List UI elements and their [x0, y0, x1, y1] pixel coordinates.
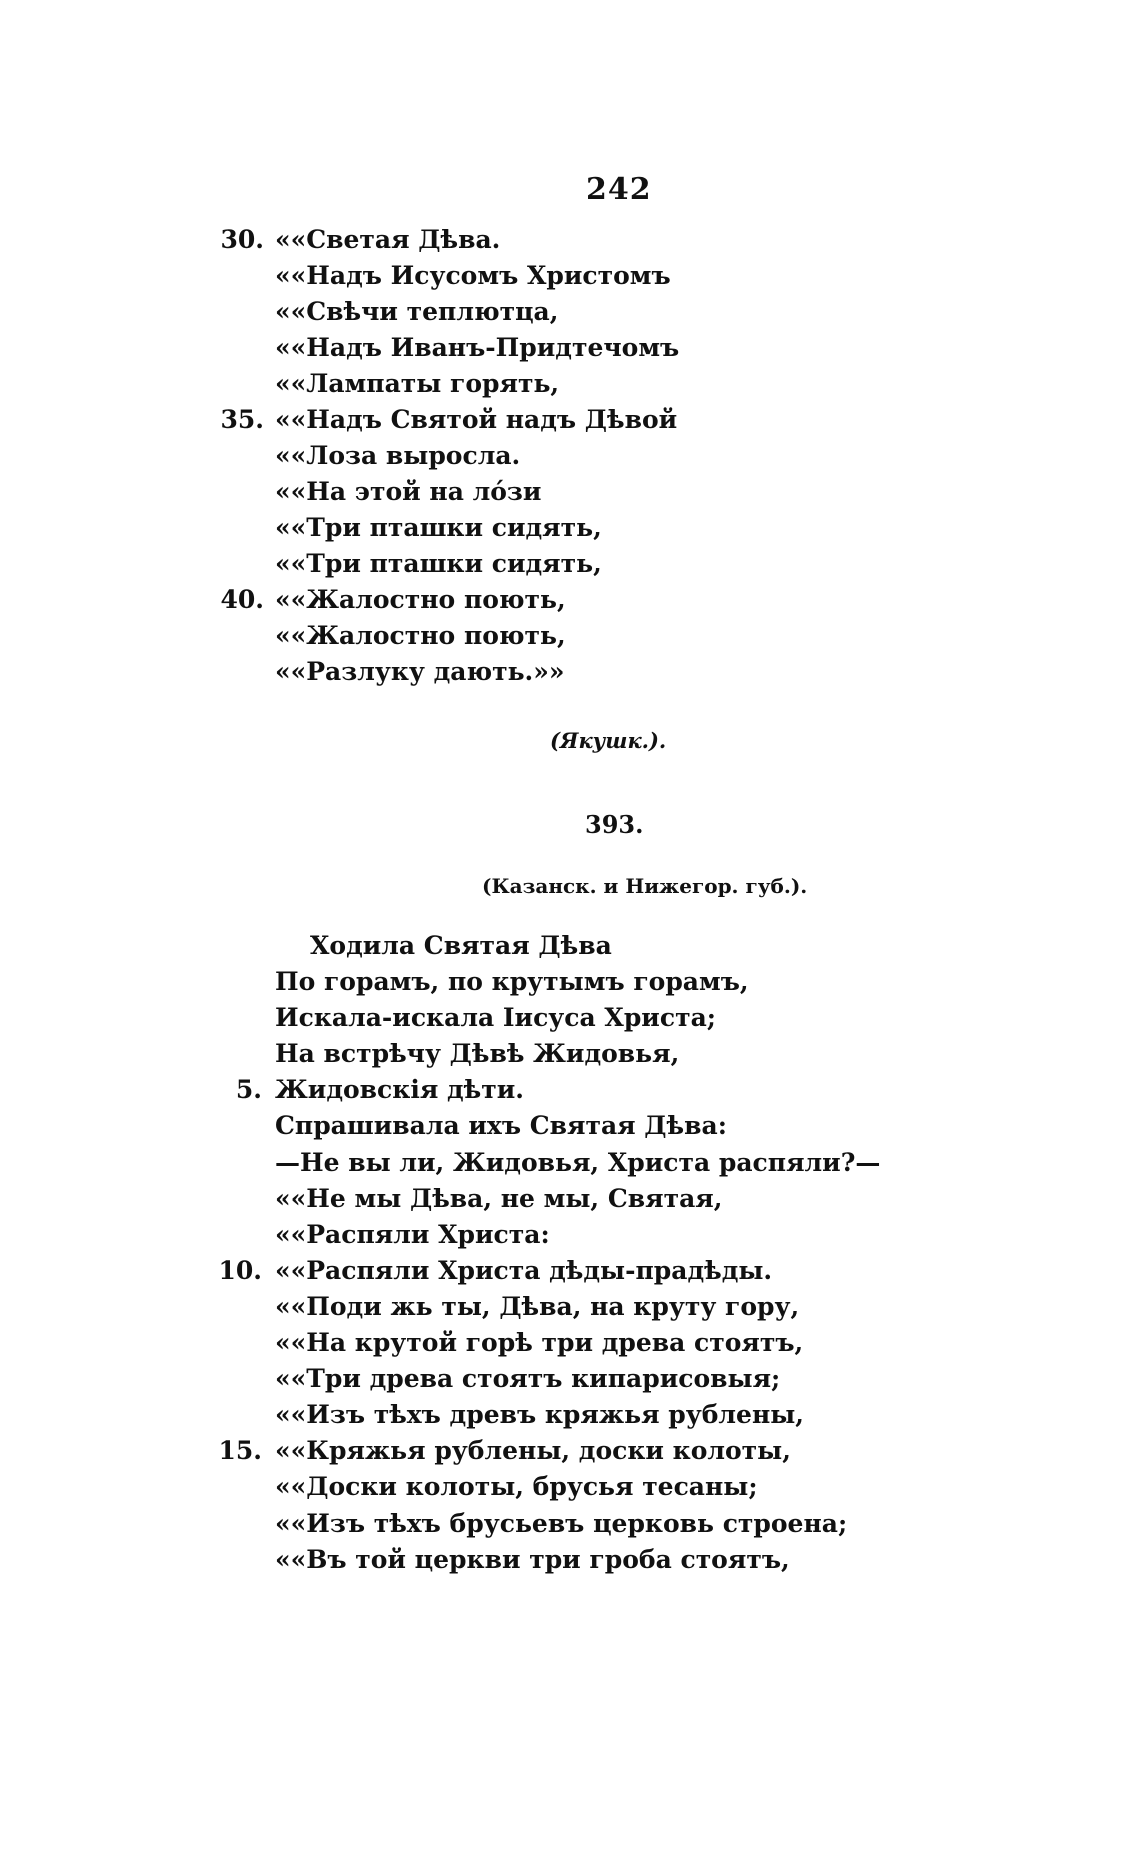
line-text: ««На этой на ло́зи [275, 477, 542, 506]
song-number: 393. [585, 810, 644, 839]
line-text: ««Надъ Исусомъ Христомъ [275, 261, 671, 290]
line-text: ««Распяли Христа дѣды-прадѣды. [275, 1255, 773, 1285]
line-text: ««Поди жь ты, Дѣва, на круту гору, [275, 1291, 800, 1321]
page-number: 242 [586, 172, 652, 207]
line-text: ««Светая Дѣва. [275, 225, 501, 254]
line-text: По горамъ, по крутымъ горамъ, [275, 967, 749, 997]
line-text: ««Доски колоты, брусья тесаны; [275, 1472, 758, 1502]
line-text: ««Распяли Христа: [275, 1219, 550, 1249]
line-number: 15. [218, 1436, 262, 1466]
line-number: 40. [220, 585, 264, 614]
line-text: ««Въ той церкви три гроба стоятъ, [275, 1544, 790, 1574]
line-text: ««Жалостно поють, [275, 585, 566, 614]
line-text: ««Жалостно поють, [275, 621, 566, 650]
line-text: Искала-искала Іисуса Христа; [275, 1003, 716, 1033]
region-note: (Казанск. и Нижегор. губ.). [482, 874, 808, 898]
line-text: ««Три пташки сидять, [275, 513, 602, 542]
line-text: —Не вы ли, Жидовья, Христа распяли?— [275, 1147, 881, 1177]
line-text: Спрашивала ихъ Святая Дѣва: [275, 1111, 727, 1141]
line-text: На встрѣчу Дѣвѣ Жидовья, [275, 1039, 680, 1069]
source-attribution: (Якушк.). [550, 728, 667, 753]
line-text: Жидовскія дѣти. [275, 1075, 524, 1105]
line-number: 5. [235, 1075, 262, 1105]
line-text: ««Кряжья рублены, доски колоты, [275, 1436, 791, 1466]
line-text: ««Изъ тѣхъ древъ кряжья рублены, [275, 1400, 805, 1430]
line-text: ««Надъ Иванъ-Придтечомъ [275, 333, 680, 362]
line-text: Ходила Святая Дѣва [310, 931, 612, 960]
line-text: ««Три древа стоятъ кипарисовыя; [275, 1364, 781, 1394]
line-text: ««На крутой горѣ три древа стоятъ, [275, 1328, 804, 1358]
line-text: ««Изъ тѣхъ брусьевъ церковь строена; [275, 1508, 848, 1538]
line-number: 10. [218, 1255, 262, 1285]
line-text: ««Свѣчи теплютца, [275, 297, 559, 326]
line-number: 35. [220, 405, 264, 434]
line-text: ««Не мы Дѣва, не мы, Святая, [275, 1183, 723, 1213]
line-text: ««Надъ Святой надъ Дѣвой [275, 405, 678, 434]
line-text: ««Лампаты горять, [275, 369, 560, 398]
line-number: 30. [220, 225, 264, 254]
line-text: ««Три пташки сидять, [275, 549, 602, 578]
line-text: ««Разлуку дають.»» [275, 657, 565, 686]
line-text: ««Лоза выросла. [275, 441, 521, 470]
